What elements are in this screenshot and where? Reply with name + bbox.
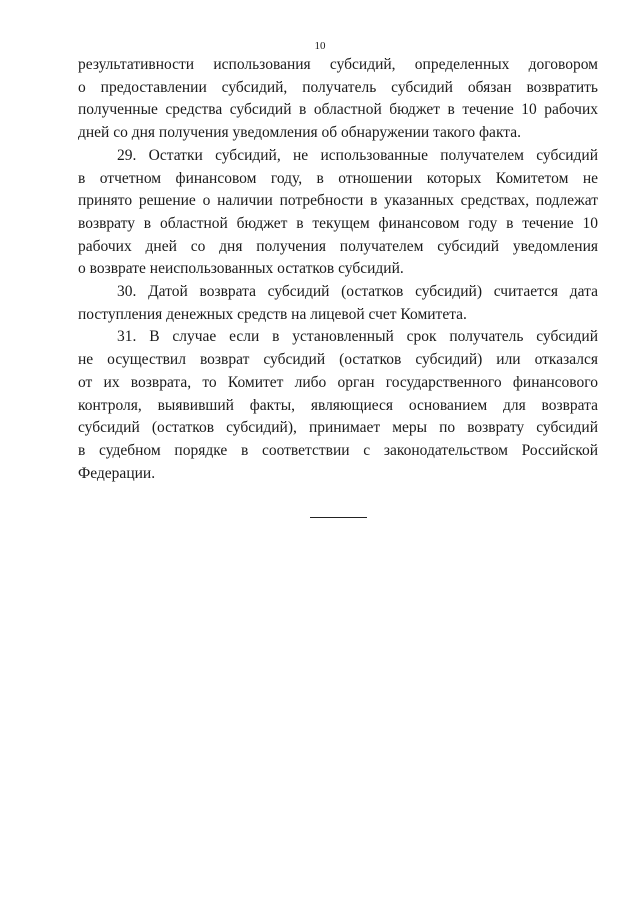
paragraph-30 [78, 281, 598, 326]
text-line: дней со дня получения уведомления об обнаружении такого факта. [78, 124, 521, 142]
paragraph-continuation [78, 54, 598, 145]
text-line: 29. Остатки субсидий, не использованные получателем субсидий [117, 146, 598, 164]
text-line: от их возврата, то Комитет либо орган государственного финансового [78, 373, 598, 391]
text-line: возврату в областной бюджет в текущем финансовом году в течение 10 [78, 214, 598, 232]
paragraph-29 [78, 145, 598, 281]
text-line: 30. Датой возврата субсидий (остатков субсидий) считается дата [117, 283, 598, 301]
text-line: рабочих дней со дня получения получателем субсидий уведомления [78, 237, 598, 255]
text-line: контроля, выявивший факты, являющиеся основанием для возврата [78, 396, 598, 414]
text-line: о предоставлении субсидий, получатель субсидий обязан возвратить [78, 78, 598, 96]
page-number: 10 [314, 40, 326, 52]
text-line: поступления денежных средств на лицевой счет Комитета. [78, 305, 467, 323]
text-line: полученные средства субсидий в областной бюджет в течение 10 рабочих [78, 101, 598, 119]
text-line: о возврате неиспользованных остатков субсидий. [78, 260, 404, 278]
text-line: 31. В случае если в установленный срок получатель субсидий [117, 328, 598, 346]
text-line: результативности использования субсидий, определенных договором [78, 56, 598, 73]
paragraph-31 [78, 326, 598, 485]
text-line: в отчетном финансовом году, в отношении которых Комитетом не [78, 169, 598, 187]
document-body [78, 54, 598, 485]
text-line: Федерации. [78, 464, 156, 482]
end-of-document-rule [310, 517, 367, 518]
text-line: не осуществил возврат субсидий (остатков субсидий) или отказался [78, 351, 598, 369]
text-line: в судебном порядке в соответствии с законодательством Российской [78, 441, 598, 459]
text-line: принято решение о наличии потребности в указанных средствах, подлежат [78, 192, 598, 210]
text-line: субсидий (остатков субсидий), принимает меры по возврату субсидий [78, 419, 598, 437]
